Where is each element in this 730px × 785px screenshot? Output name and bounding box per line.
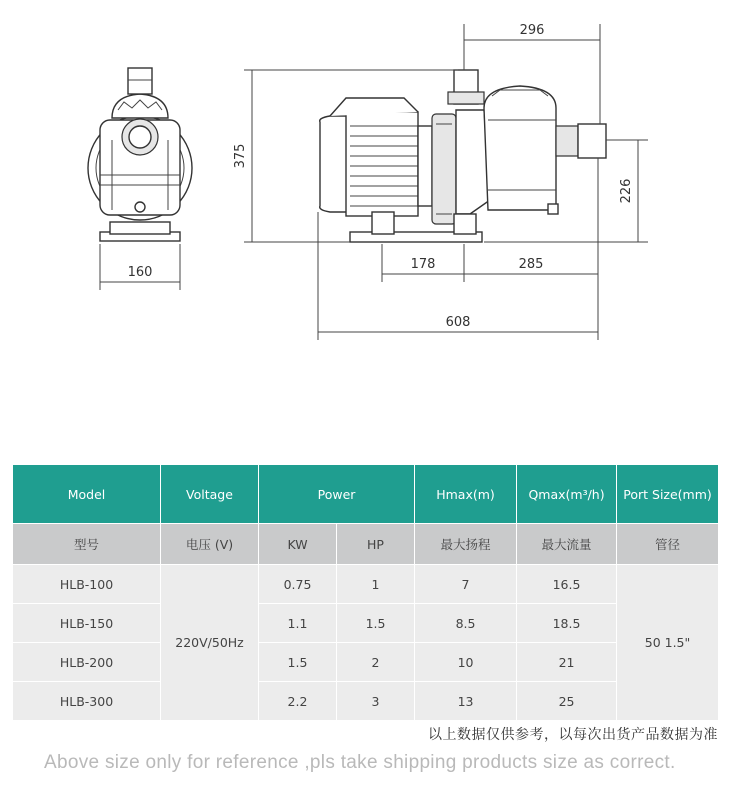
header-port-size: Port Size(mm) bbox=[617, 465, 719, 524]
cell-kw: 1.1 bbox=[259, 604, 337, 643]
subheader-hp: HP bbox=[337, 524, 415, 565]
header-model: Model bbox=[13, 465, 161, 524]
cell-hp: 1.5 bbox=[337, 604, 415, 643]
front-view-pump bbox=[88, 68, 192, 241]
side-view-pump bbox=[320, 70, 606, 242]
cell-hmax: 13 bbox=[415, 682, 517, 721]
cell-hp: 2 bbox=[337, 643, 415, 682]
cell-kw: 1.5 bbox=[259, 643, 337, 682]
table-row bbox=[13, 643, 719, 682]
cell-hmax: 10 bbox=[415, 643, 517, 682]
cell-hmax: 7 bbox=[415, 565, 517, 604]
note-chinese: 以上数据仅供参考，以每次出货产品数据为准 bbox=[428, 727, 718, 743]
table-header-row bbox=[13, 465, 719, 524]
note-english: Above size only for reference ,pls take shipping products size as correct. bbox=[44, 752, 676, 773]
dim-front-width bbox=[100, 244, 180, 290]
subheader-port-size: 管径 bbox=[617, 524, 719, 565]
cell-kw: 0.75 bbox=[259, 565, 337, 604]
table-subheader-row bbox=[13, 524, 719, 565]
header-hmax: Hmax(m) bbox=[415, 465, 517, 524]
cell-model: HLB-100 bbox=[13, 565, 161, 604]
header-qmax: Qmax(m³/h) bbox=[517, 465, 617, 524]
subheader-qmax: 最大流量 bbox=[517, 524, 617, 565]
cell-voltage: 220V/50Hz bbox=[161, 565, 259, 721]
cell-qmax: 18.5 bbox=[517, 604, 617, 643]
cell-model: HLB-200 bbox=[13, 643, 161, 682]
cell-hmax: 8.5 bbox=[415, 604, 517, 643]
header-voltage: Voltage bbox=[161, 465, 259, 524]
dim-base-right-label: 285 bbox=[518, 257, 544, 272]
table-row bbox=[13, 604, 719, 643]
dim-outlet-height-label: 226 bbox=[619, 178, 634, 204]
cell-hp: 1 bbox=[337, 565, 415, 604]
dim-top-width-label: 296 bbox=[519, 23, 545, 38]
header-power: Power bbox=[259, 465, 415, 524]
table-row bbox=[13, 565, 719, 604]
dim-base-left-label: 178 bbox=[410, 257, 436, 272]
cell-model: HLB-300 bbox=[13, 682, 161, 721]
cell-kw: 2.2 bbox=[259, 682, 337, 721]
table-row bbox=[13, 682, 719, 721]
dim-total-length-label: 608 bbox=[445, 315, 471, 330]
subheader-kw: KW bbox=[259, 524, 337, 565]
cell-port-size: 50 1.5" bbox=[617, 565, 719, 721]
cell-qmax: 25 bbox=[517, 682, 617, 721]
cell-qmax: 21 bbox=[517, 643, 617, 682]
cell-model: HLB-150 bbox=[13, 604, 161, 643]
spec-table bbox=[12, 464, 719, 721]
cell-hp: 3 bbox=[337, 682, 415, 721]
dim-front-width-label: 160 bbox=[127, 265, 153, 280]
subheader-model: 型号 bbox=[13, 524, 161, 565]
subheader-hmax: 最大扬程 bbox=[415, 524, 517, 565]
subheader-voltage: 电压 (V) bbox=[161, 524, 259, 565]
dim-total-height-label: 375 bbox=[233, 143, 248, 169]
pump-technical-drawing bbox=[0, 0, 730, 360]
cell-qmax: 16.5 bbox=[517, 565, 617, 604]
